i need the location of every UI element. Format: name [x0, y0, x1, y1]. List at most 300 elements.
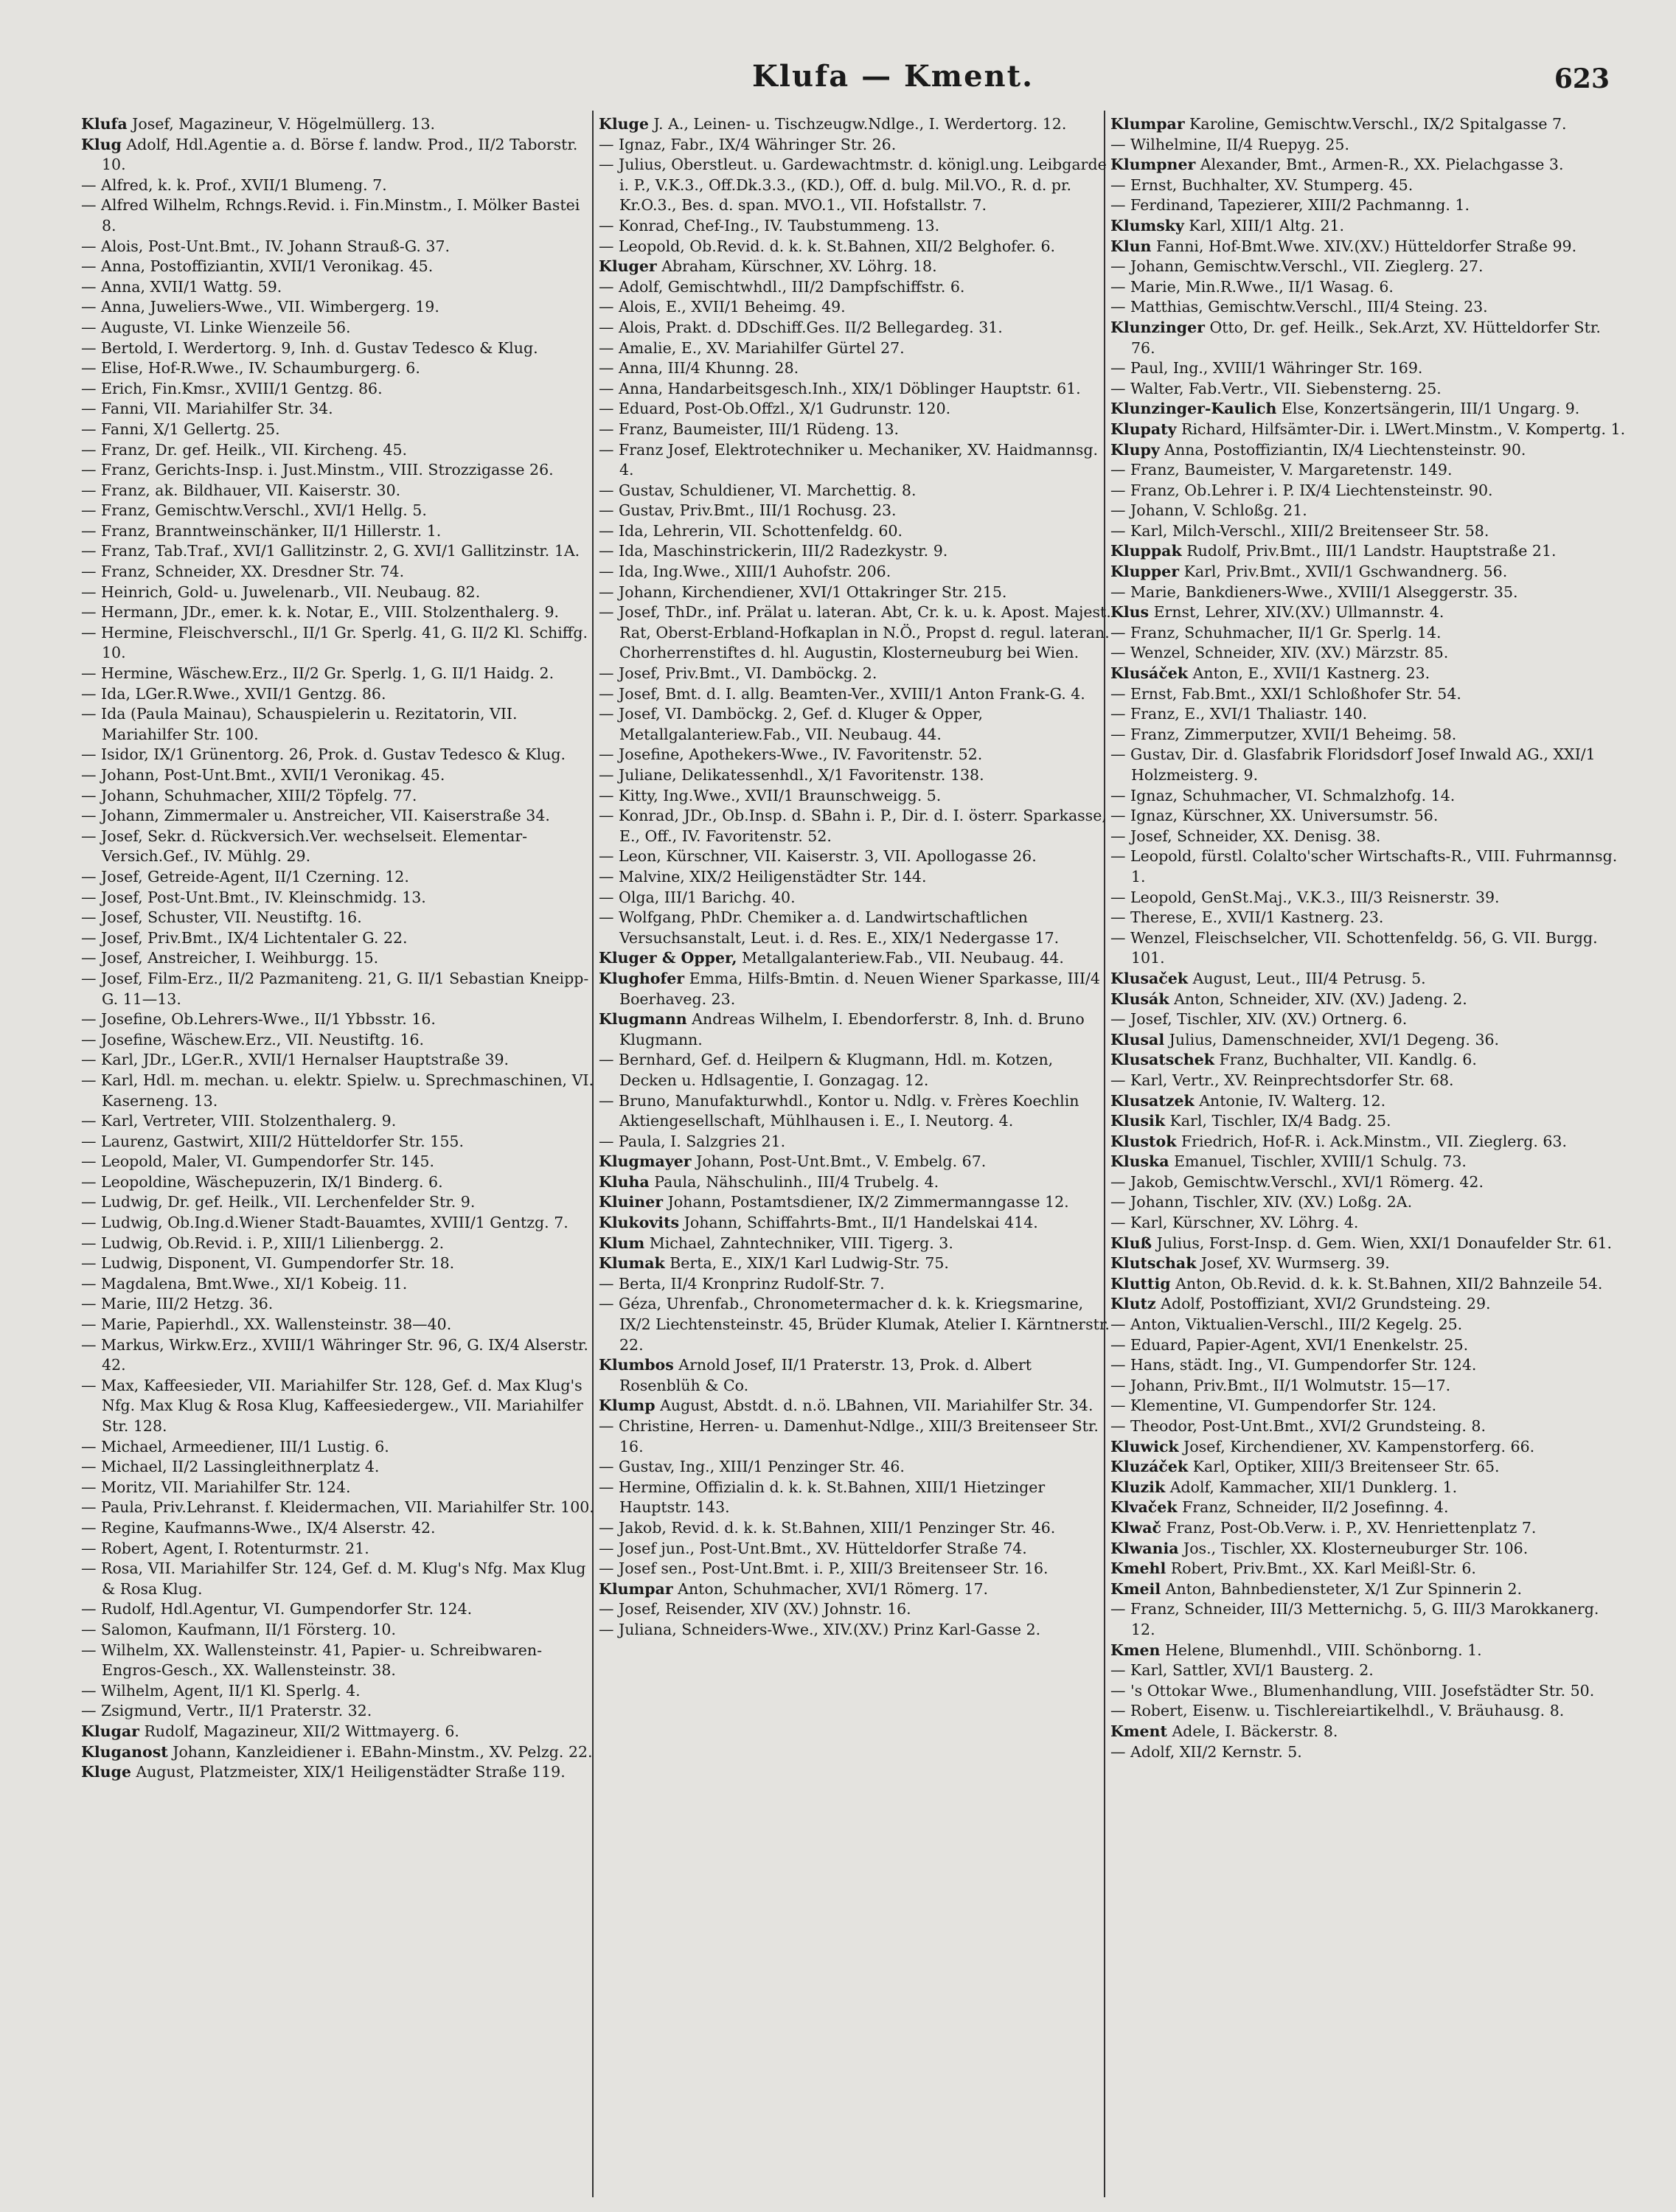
- entry-surname: Klvaček: [1110, 1498, 1178, 1517]
- entry-details: — Juliane, Delikatessenhdl., X/1 Favoritenstr. 138.: [599, 766, 984, 784]
- directory-entry: [1110, 1742, 1627, 1763]
- directory-entry: [1110, 1355, 1627, 1376]
- entry-details: — Josef, Tischler, XIV. (XV.) Ortnerg. 6.: [1110, 1010, 1408, 1029]
- entry-details: — Berta, II/4 Kronprinz Rudolf-Str. 7.: [599, 1274, 885, 1293]
- entry-details: — Alois, Post-Unt.Bmt., IV. Johann Strauß-G. 37.: [81, 237, 451, 255]
- entry-details: — Therese, E., XVII/1 Kastnerg. 23.: [1110, 908, 1384, 927]
- entry-details: Andreas Wilhelm, I. Ebendorferstr. 8, Inh. d. Bruno Klugmann.: [619, 1010, 1085, 1048]
- directory-entry: [81, 1213, 597, 1234]
- entry-details: — Wolfgang, PhDr. Chemiker a. d. Landwirtschaftlichen Versuchsanstalt, Leut. i. d. Res. E., XIX/1 Nedergasse 17.: [599, 908, 1060, 947]
- entry-details: Franz, Schneider, II/2 Josefinng. 4.: [1182, 1498, 1449, 1517]
- directory-entry: [599, 846, 1115, 867]
- directory-entry: [1110, 440, 1627, 461]
- entry-details: — Ludwig, Disponent, VI. Gumpendorfer Str. 18.: [81, 1254, 455, 1273]
- entry-surname: Klutschak: [1110, 1254, 1197, 1273]
- entry-surname: Kluha: [599, 1172, 650, 1191]
- directory-entry: [1110, 1009, 1627, 1030]
- entry-surname: Kluppak: [1110, 542, 1182, 560]
- entry-details: August, Leut., III/4 Petrusg. 5.: [1192, 969, 1426, 987]
- directory-entry: [599, 541, 1115, 562]
- entry-surname: Klusal: [1110, 1030, 1165, 1048]
- directory-entry: [81, 1539, 597, 1559]
- entry-surname: Klus: [1110, 603, 1150, 622]
- entry-details: — Hermine, Fleischverschl., II/1 Gr. Sperlg. 41, G. II/2 Kl. Schiffg. 10.: [81, 623, 588, 662]
- directory-entry: [599, 501, 1115, 521]
- directory-entry: [599, 358, 1115, 379]
- entry-surname: Kmen: [1110, 1641, 1161, 1659]
- directory-entry: [1110, 1722, 1627, 1742]
- directory-entry: [1110, 257, 1627, 277]
- entry-details: — Rudolf, Hdl.Agentur, VI. Gumpendorfer Str. 124.: [81, 1600, 473, 1618]
- entry-surname: Klusik: [1110, 1112, 1166, 1130]
- directory-entry: [81, 420, 597, 440]
- directory-entry: [1110, 1152, 1627, 1172]
- directory-entry: [599, 318, 1115, 338]
- entry-surname: Kluge: [81, 1763, 131, 1781]
- entry-details: — Marie, III/2 Hetzg. 36.: [81, 1295, 274, 1313]
- entry-surname: Klwania: [1110, 1539, 1179, 1557]
- directory-entry: [1110, 155, 1627, 175]
- entry-details: — Wenzel, Schneider, XIV. (XV.) Märzstr. 85.: [1110, 644, 1449, 662]
- directory-entry: [1110, 1498, 1627, 1518]
- entry-details: — Josef, Reisender, XIV (XV.) Johnstr. 16.: [599, 1600, 911, 1618]
- entry-surname: Klum: [599, 1234, 645, 1252]
- entry-details: — Fanni, VII. Mariahilfer Str. 34.: [81, 400, 333, 418]
- entry-details: — Karl, Vertreter, VIII. Stolzenthalerg. 9.: [81, 1112, 397, 1130]
- page-header: [0, 59, 1676, 103]
- entry-details: Else, Konzertsängerin, III/1 Ungarg. 9.: [1281, 400, 1580, 418]
- directory-entry: [1110, 827, 1627, 847]
- entry-details: — Johann, Priv.Bmt., II/1 Wolmutstr. 15—17.: [1110, 1376, 1451, 1394]
- directory-entry: [81, 908, 597, 928]
- entry-surname: Klutz: [1110, 1295, 1156, 1313]
- entry-details: — Moritz, VII. Mariahilfer Str. 124.: [81, 1478, 351, 1496]
- directory-entry: [81, 440, 597, 461]
- directory-entry: [599, 277, 1115, 298]
- entry-details: — Zsigmund, Vertr., II/1 Praterstr. 32.: [81, 1702, 372, 1720]
- directory-entry: [1110, 135, 1627, 156]
- directory-entry: [81, 684, 597, 705]
- directory-entry: [1110, 237, 1627, 257]
- directory-entry: [1110, 1294, 1627, 1315]
- directory-entry: [599, 420, 1115, 440]
- entry-surname: Klumsky: [1110, 216, 1184, 234]
- directory-entry: [599, 1091, 1115, 1132]
- directory-entry: [1110, 541, 1627, 562]
- directory-entry: [599, 1599, 1115, 1620]
- directory-entry: [81, 460, 597, 481]
- entry-details: Adele, I. Bäckerstr. 8.: [1172, 1722, 1338, 1740]
- entry-details: — Bertold, I. Werdertorg. 9, Inh. d. Gustav Tedesco & Klug.: [81, 338, 538, 357]
- entry-details: — Leopoldine, Wäschepuzerin, IX/1 Binderg. 6.: [81, 1172, 443, 1191]
- directory-entry: [599, 297, 1115, 318]
- entry-details: — Matthias, Gemischtw.Verschl., III/4 Steing. 23.: [1110, 298, 1488, 316]
- entry-details: — Robert, Agent, I. Rotenturmstr. 21.: [81, 1539, 369, 1557]
- column-1: [81, 114, 597, 2179]
- entry-details: — Ludwig, Ob.Revid. i. P., XIII/1 Lilienbergg. 2.: [81, 1234, 445, 1252]
- entry-details: — Jakob, Gemischtw.Verschl., XVI/1 Römerg. 42.: [1110, 1172, 1484, 1191]
- directory-entry: [599, 399, 1115, 420]
- directory-entry: [1110, 1315, 1627, 1335]
- entry-details: Emma, Hilfs-Bmtin. d. Neuen Wiener Sparkasse, III/4 Boerhaveg. 23.: [619, 969, 1100, 1008]
- directory-entry: [599, 562, 1115, 582]
- directory-entry: [81, 704, 597, 745]
- entry-details: — Leopold, GenSt.Maj., V.K.3., III/3 Reisnerstr. 39.: [1110, 888, 1500, 906]
- directory-entry: [81, 1762, 597, 1783]
- directory-entry: [81, 1111, 597, 1132]
- entry-details: — Wilhelmine, II/4 Ruepyg. 25.: [1110, 135, 1349, 153]
- directory-entry: [599, 114, 1115, 135]
- entry-details: Julius, Damenschneider, XVI/1 Degeng. 36.: [1169, 1030, 1500, 1048]
- entry-details: — Franz, ak. Bildhauer, VII. Kaiserstr. 30.: [81, 481, 401, 499]
- directory-entry: [81, 745, 597, 765]
- entry-details: — Auguste, VI. Linke Wienzeile 56.: [81, 318, 351, 336]
- directory-entry: [599, 481, 1115, 501]
- directory-entry: [81, 318, 597, 338]
- entry-surname: Kmehl: [1110, 1559, 1166, 1578]
- directory-entry: [81, 888, 597, 908]
- entry-details: — Elise, Hof-R.Wwe., IV. Schaumburgerg. 6.: [81, 359, 420, 378]
- entry-details: — Josef, Post-Unt.Bmt., IV. Kleinschmidg. 13.: [81, 888, 426, 906]
- directory-entry: [81, 1335, 597, 1376]
- directory-entry: [1110, 358, 1627, 379]
- entry-details: — Heinrich, Gold- u. Juwelenarb., VII. Neubaug. 82.: [81, 582, 481, 601]
- directory-entry: [1110, 1030, 1627, 1051]
- entry-details: Arnold Josef, II/1 Praterstr. 13, Prok. d. Albert Rosenblüh & Co.: [619, 1356, 1032, 1394]
- entry-details: — Konrad, JDr., Ob.Insp. d. SBahn i. P., Dir. d. I. österr. Sparkasse, E., Off., IV. Favoritenstr. 52.: [599, 807, 1107, 845]
- entry-details: Josef, Kirchendiener, XV. Kampenstorferg. 66.: [1183, 1437, 1535, 1455]
- entry-details: Robert, Priv.Bmt., XX. Karl Meißl-Str. 6.: [1170, 1559, 1476, 1578]
- directory-entry: [81, 338, 597, 359]
- directory-entry: [1110, 1416, 1627, 1437]
- entry-details: — Konrad, Chef-Ing., IV. Taubstummeng. 13.: [599, 216, 940, 234]
- directory-entry: [1110, 623, 1627, 644]
- directory-entry: [81, 765, 597, 786]
- entry-surname: Klugmann: [599, 1010, 687, 1029]
- entry-details: Johann, Post-Unt.Bmt., V. Embelg. 67.: [696, 1152, 987, 1171]
- entry-details: — Gustav, Dir. d. Glasfabrik Floridsdorf Josef Inwald AG., XXI/1 Holzmeisterg. 9.: [1110, 745, 1596, 784]
- entry-details: Karl, Optiker, XIII/3 Breitenseer Str. 65.: [1192, 1458, 1500, 1476]
- directory-entry: [81, 1620, 597, 1641]
- directory-entry: [81, 1498, 597, 1518]
- entry-details: Berta, E., XIX/1 Karl Ludwig-Str. 75.: [670, 1254, 949, 1273]
- entry-surname: Kluttig: [1110, 1274, 1171, 1293]
- directory-entry: [81, 1152, 597, 1172]
- directory-entry: [1110, 1641, 1627, 1661]
- entry-details: — Johann, Schuhmacher, XIII/2 Töpfelg. 77.: [81, 786, 417, 804]
- entry-details: Otto, Dr. gef. Heilk., Sek.Arzt, XV. Hütteldorfer Str. 76.: [1131, 318, 1601, 357]
- entry-details: Karl, Priv.Bmt., XVII/1 Gschwandnerg. 56.: [1183, 563, 1508, 581]
- directory-entry: [1110, 908, 1627, 928]
- entry-surname: Klufa: [81, 115, 128, 133]
- entry-surname: Klumpner: [1110, 156, 1196, 174]
- entry-details: — Josef, Schneider, XX. Denisg. 38.: [1110, 827, 1381, 845]
- directory-entry: [599, 1416, 1115, 1457]
- entry-surname: Klugmayer: [599, 1152, 692, 1171]
- entry-details: — Johann, V. Schloßg. 21.: [1110, 501, 1307, 520]
- entry-details: — Anna, Juweliers-Wwe., VII. Wimbergerg. 19.: [81, 298, 439, 316]
- directory-entry: [1110, 1478, 1627, 1498]
- directory-entry: [599, 379, 1115, 400]
- directory-entry: [1110, 1701, 1627, 1722]
- directory-entry: [81, 1009, 597, 1030]
- directory-entry: [81, 1681, 597, 1702]
- entry-surname: Klwač: [1110, 1518, 1162, 1537]
- entry-details: — Klementine, VI. Gumpendorfer Str. 124.: [1110, 1397, 1437, 1415]
- directory-entry: [81, 1599, 597, 1620]
- entry-details: — Franz, Gerichts-Insp. i. Just.Minstm., VIII. Strozzigasse 26.: [81, 461, 554, 479]
- entry-surname: Klupaty: [1110, 420, 1177, 438]
- directory-entry: [1110, 1376, 1627, 1397]
- entry-details: — Ignaz, Fabr., IX/4 Währinger Str. 26.: [599, 135, 897, 153]
- directory-entry: [81, 1315, 597, 1335]
- entry-details: Fanni, Hof-Bmt.Wwe. XIV.(XV.) Hütteldorfer Straße 99.: [1155, 237, 1577, 255]
- directory-entry: [81, 237, 597, 257]
- entry-details: — Josef, ThDr., inf. Prälat u. lateran. Abt, Cr. k. u. k. Apost. Majest. Rat, Oberst-Erbland-Hofkaplan in N.Ö., Propst d. regul. lateran. Chorherrenstiftes d. hl. Augustin, Klosterneuburg bei Wien.: [599, 603, 1111, 662]
- directory-entry: [1110, 786, 1627, 807]
- directory-entry: [81, 379, 597, 400]
- entry-surname: Klug: [81, 135, 122, 153]
- entry-surname: Klupper: [1110, 563, 1180, 581]
- directory-entry: [1110, 399, 1627, 420]
- entry-details: — Leon, Kürschner, VII. Kaiserstr. 3, VII. Apollogasse 26.: [599, 847, 1037, 866]
- entry-details: — Marie, Min.R.Wwe., II/1 Wasag. 6.: [1110, 277, 1394, 296]
- entry-details: — Karl, Hdl. m. mechan. u. elektr. Spielw. u. Sprechmaschinen, VI. Kaserneng. 13.: [81, 1071, 594, 1110]
- directory-entry: [81, 1701, 597, 1722]
- entry-details: Rudolf, Magazineur, XII/2 Wittmayerg. 6.: [144, 1722, 459, 1740]
- entry-details: — Amalie, E., XV. Mariahilfer Gürtel 27.: [599, 338, 905, 357]
- directory-entry: [81, 1376, 597, 1437]
- entry-details: — Bruno, Manufakturwhdl., Kontor u. Ndlg. v. Frères Koechlin Aktiengesellschaft, Mühlhausen i. E., I. Neutorg. 4.: [599, 1091, 1079, 1130]
- entry-surname: Klumpar: [599, 1579, 673, 1598]
- directory-entry: [1110, 684, 1627, 705]
- directory-entry: [81, 175, 597, 196]
- directory-entry: [81, 623, 597, 664]
- directory-entry: [599, 216, 1115, 237]
- directory-entry: [81, 562, 597, 582]
- entry-surname: Klustok: [1110, 1132, 1177, 1150]
- column-2: [599, 114, 1115, 2179]
- entry-details: — Josef, Priv.Bmt., IX/4 Lichtentaler G. 22.: [81, 928, 408, 947]
- entry-details: Anton, Schuhmacher, XVI/1 Römerg. 17.: [678, 1579, 989, 1598]
- directory-entry: [81, 277, 597, 298]
- directory-entry: [1110, 969, 1627, 990]
- entry-details: — Eduard, Post-Ob.Offzl., X/1 Gudrunstr. 120.: [599, 400, 951, 418]
- directory-entry: [1110, 1234, 1627, 1254]
- directory-entry: [1110, 501, 1627, 521]
- directory-entry: [599, 602, 1115, 664]
- entry-details: Anton, Bahnbediensteter, X/1 Zur Spinnerin 2.: [1165, 1579, 1523, 1598]
- directory-entry: [1110, 806, 1627, 827]
- directory-entry: [1110, 1172, 1627, 1193]
- entry-details: — Salomon, Kaufmann, II/1 Försterg. 10.: [81, 1620, 396, 1638]
- entry-details: Anton, Schneider, XIV. (XV.) Jadeng. 2.: [1174, 990, 1467, 1008]
- directory-entry: [1110, 1253, 1627, 1274]
- directory-entry: [599, 1213, 1115, 1234]
- entry-details: — Jakob, Revid. d. k. k. St.Bahnen, XIII/1 Penzinger Str. 46.: [599, 1518, 1056, 1537]
- directory-entry: [599, 1579, 1115, 1600]
- directory-entry: [599, 1518, 1115, 1539]
- entry-details: — Max, Kaffeesieder, VII. Mariahilfer Str. 128, Gef. d. Max Klug's Nfg. Max Klug & Rosa Klug, Kaffeesiedergew., VII. Mariahilfer Str. 128.: [81, 1376, 583, 1435]
- directory-entry: [599, 1274, 1115, 1295]
- directory-entry: [599, 521, 1115, 542]
- entry-details: — Géza, Uhrenfab., Chronometermacher d. k. k. Kriegsmarine, IX/2 Liechtensteinstr. 45, Brüder Klumak, Atelier I. Kärntnerstr. 22.: [599, 1295, 1110, 1354]
- entry-details: — Franz, E., XVI/1 Thaliastr. 140.: [1110, 705, 1368, 723]
- directory-entry: [1110, 195, 1627, 216]
- directory-entry: [81, 1437, 597, 1458]
- entry-surname: Klupy: [1110, 440, 1160, 459]
- directory-entry: [1110, 602, 1627, 623]
- entry-surname: Kluß: [1110, 1234, 1152, 1252]
- directory-entry: [1110, 704, 1627, 725]
- entry-surname: Klun: [1110, 237, 1152, 255]
- entry-surname: Kluganost: [81, 1742, 168, 1761]
- entry-details: — Paul, Ing., XVIII/1 Währinger Str. 169.: [1110, 359, 1423, 378]
- directory-entry: [81, 948, 597, 969]
- directory-entry: [599, 888, 1115, 908]
- entry-details: — Franz, Gemischtw.Verschl., XVI/1 Hellg. 5.: [81, 501, 427, 520]
- entry-details: Michael, Zahntechniker, VIII. Tigerg. 3.: [649, 1234, 953, 1252]
- entry-details: — Ludwig, Dr. gef. Heilk., VII. Lerchenfelder Str. 9.: [81, 1193, 476, 1211]
- entry-details: — Ignaz, Schuhmacher, VI. Schmalzhofg. 14.: [1110, 786, 1456, 804]
- directory-entry: [1110, 216, 1627, 237]
- directory-entry: [1110, 1396, 1627, 1416]
- directory-entry: [1110, 745, 1627, 785]
- entry-details: — Hermann, JDr., emer. k. k. Notar, E., VIII. Stolzenthalerg. 9.: [81, 603, 560, 622]
- entry-details: — Franz, Baumeister, V. Margaretenstr. 149.: [1110, 461, 1453, 479]
- entry-details: — Magdalena, Bmt.Wwe., XI/1 Kobeig. 11.: [81, 1274, 408, 1293]
- entry-surname: Klump: [599, 1397, 656, 1415]
- directory-entry: [81, 399, 597, 420]
- directory-entry: [1110, 277, 1627, 298]
- directory-entry: [81, 358, 597, 379]
- directory-entry: [81, 1132, 597, 1152]
- directory-entry: [1110, 175, 1627, 196]
- entry-details: Adolf, Postoffiziant, XVI/2 Grundsteing. 29.: [1161, 1295, 1491, 1313]
- directory-entry: [81, 1742, 597, 1763]
- directory-entry: [81, 1030, 597, 1051]
- directory-entry: [81, 827, 597, 867]
- directory-entry: [81, 664, 597, 684]
- directory-entry: [599, 1050, 1115, 1091]
- directory-entry: [599, 1355, 1115, 1396]
- entry-details: — Christine, Herren- u. Damenhut-Ndlge., XIII/3 Breitenseer Str. 16.: [599, 1417, 1099, 1455]
- entry-details: — Josef, Getreide-Agent, II/1 Czerning. 12.: [81, 867, 409, 886]
- directory-entry: [81, 1192, 597, 1213]
- entry-details: — Julius, Oberstleut. u. Gardewachtmstr. d. königl.ung. Leibgarde i. P., V.K.3., Off.Dk.3.3., (KD.), Off. d. bulg. Mil.VO., R. d. pr. Kr.O.3., Bes. d. span. MVO.1., VII. Hofstallstr. 7.: [599, 156, 1107, 215]
- entry-details: — Erich, Fin.Kmsr., XVIII/1 Gentzg. 86.: [81, 379, 383, 397]
- entry-details: — Johann, Tischler, XIV. (XV.) Loßg. 2A.: [1110, 1193, 1413, 1211]
- directory-entry: [1110, 1274, 1627, 1295]
- directory-entry: [1110, 846, 1627, 887]
- entry-surname: Kmeil: [1110, 1579, 1161, 1598]
- directory-entry: [81, 867, 597, 888]
- entry-details: — Franz, Ob.Lehrer i. P. IX/4 Liechtensteinstr. 90.: [1110, 481, 1493, 499]
- entry-details: Anton, Ob.Revid. d. k. k. St.Bahnen, XII/2 Bahnzeile 54.: [1175, 1274, 1603, 1293]
- entry-details: Karoline, Gemischtw.Verschl., IX/2 Spitalgasse 7.: [1189, 115, 1567, 133]
- entry-details: — Franz, Baumeister, III/1 Rüdeng. 13.: [599, 420, 899, 438]
- directory-entry: [599, 1457, 1115, 1478]
- directory-entry: [599, 1253, 1115, 1274]
- directory-entry: [81, 541, 597, 562]
- entry-details: — Marie, Bankdieners-Wwe., XVIII/1 Alseggerstr. 35.: [1110, 582, 1518, 601]
- entry-details: — Franz, Schneider, XX. Dresdner Str. 74.: [81, 563, 405, 581]
- entry-details: Johann, Kanzleidiener i. EBahn-Minstm., XV. Pelzg. 22.: [173, 1742, 593, 1761]
- entry-details: — Josef, Priv.Bmt., VI. Damböckg. 2.: [599, 664, 877, 683]
- directory-entry: [1110, 1091, 1627, 1112]
- entry-details: — Ignaz, Kürschner, XX. Universumstr. 56.: [1110, 807, 1439, 825]
- directory-entry: [1110, 1457, 1627, 1478]
- entry-surname: Klusatzek: [1110, 1091, 1195, 1110]
- entry-details: — Josef, Sekr. d. Rückversich.Ver. wechselseit. Elementar-Versich.Gef., IV. Mühlg. 29.: [81, 827, 528, 866]
- entry-details: — Leopold, Ob.Revid. d. k. k. St.Bahnen, XII/2 Belghofer. 6.: [599, 237, 1056, 255]
- entry-details: Helene, Blumenhdl., VIII. Schönborng. 1.: [1165, 1641, 1482, 1659]
- entry-details: — Hermine, Offizialin d. k. k. St.Bahnen, XIII/1 Hietzinger Hauptstr. 143.: [599, 1478, 1046, 1517]
- entry-details: — Alfred, k. k. Prof., XVII/1 Blumeng. 7.: [81, 175, 387, 194]
- directory-entry: [1110, 1660, 1627, 1681]
- entry-details: — Wilhelm, XX. Wallensteinstr. 41, Papier- u. Schreibwaren-Engros-Gesch., XX. Wallensteinstr. 38.: [81, 1641, 543, 1680]
- directory-entry: [81, 928, 597, 949]
- directory-entry: [599, 338, 1115, 359]
- entry-details: — Johann, Zimmermaler u. Anstreicher, VII. Kaiserstraße 34.: [81, 807, 550, 825]
- directory-entry: [599, 1152, 1115, 1172]
- entry-details: — Markus, Wirkw.Erz., XVIII/1 Währinger Str. 96, G. IX/4 Alserstr. 42.: [81, 1335, 588, 1374]
- entry-details: — Alfred Wilhelm, Rchngs.Revid. i. Fin.Minstm., I. Mölker Bastei 8.: [81, 196, 580, 234]
- directory-entry: [599, 806, 1115, 846]
- directory-entry: [599, 745, 1115, 765]
- entry-details: — Laurenz, Gastwirt, XIII/2 Hütteldorfer Str. 155.: [81, 1132, 464, 1150]
- directory-entry: [599, 908, 1115, 948]
- directory-entry: [1110, 1599, 1627, 1640]
- directory-entry: [81, 1274, 597, 1295]
- entry-details: — Franz, Branntweinschänker, II/1 Hillerstr. 1.: [81, 521, 442, 540]
- directory-entry: [1110, 928, 1627, 969]
- entry-details: J. A., Leinen- u. Tischzeugw.Ndlge., I. Werdertorg. 12.: [653, 115, 1067, 133]
- directory-entry: [1110, 1071, 1627, 1091]
- entry-details: Karl, Tischler, IX/4 Badg. 25.: [1169, 1112, 1391, 1130]
- entry-surname: Kluger: [599, 257, 657, 276]
- entry-details: — Ludwig, Ob.Ing.d.Wiener Stadt-Bauamtes, XVIII/1 Gentzg. 7.: [81, 1214, 568, 1232]
- entry-details: Metallgalanteriew.Fab., VII. Neubaug. 44.: [742, 949, 1064, 967]
- directory-entry: [599, 1294, 1115, 1355]
- directory-entry: [1110, 888, 1627, 908]
- directory-entry: [1110, 318, 1627, 358]
- directory-entry: [599, 1539, 1115, 1559]
- entry-details: — Alois, Prakt. d. DDschiff.Ges. II/2 Bellegardeg. 31.: [599, 318, 1003, 336]
- entry-surname: Kluge: [599, 115, 649, 133]
- entry-surname: Klusák: [1110, 990, 1169, 1008]
- entry-details: — Kitty, Ing.Wwe., XVII/1 Braunschweigg. 5.: [599, 786, 942, 804]
- entry-details: Abraham, Kürschner, XV. Löhrg. 18.: [661, 257, 937, 276]
- entry-details: Emanuel, Tischler, XVIII/1 Schulg. 73.: [1174, 1152, 1467, 1171]
- entry-details: Rudolf, Priv.Bmt., III/1 Landstr. Hauptstraße 21.: [1186, 542, 1557, 560]
- entry-details: — Anna, III/4 Khunng. 28.: [599, 359, 799, 378]
- entry-details: — Michael, Armeediener, III/1 Lustig. 6.: [81, 1437, 389, 1455]
- directory-entry: [81, 602, 597, 623]
- entry-surname: Kluska: [1110, 1152, 1169, 1171]
- entry-surname: Klunzinger: [1110, 318, 1205, 336]
- entry-details: August, Abstdt. d. n.ö. LBahnen, VII. Mariahilfer Str. 34.: [660, 1397, 1093, 1415]
- entry-surname: Klusáček: [1110, 664, 1189, 683]
- directory-entry: [1110, 1518, 1627, 1539]
- directory-entry: [599, 969, 1115, 1009]
- directory-entry: [599, 1478, 1115, 1518]
- directory-entry: [81, 1050, 597, 1071]
- entry-details: — Josef jun., Post-Unt.Bmt., XV. Hütteldorfer Straße 74.: [599, 1539, 1027, 1557]
- entry-details: — Anna, XVII/1 Wattg. 59.: [81, 277, 282, 296]
- entry-details: — Franz, Tab.Traf., XVI/1 Gallitzinstr. 2, G. XVI/1 Gallitzinstr. 1A.: [81, 542, 580, 560]
- directory-entry: [81, 1641, 597, 1681]
